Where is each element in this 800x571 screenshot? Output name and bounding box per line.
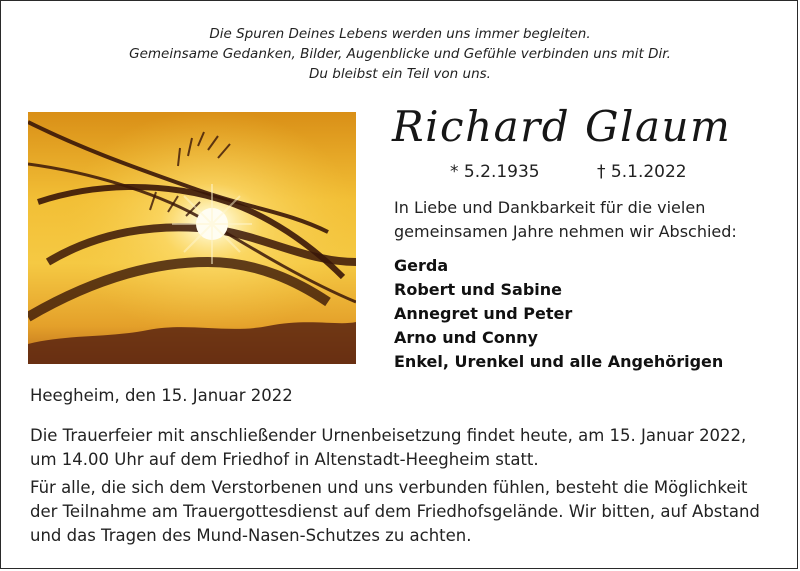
motto-line-2: Gemeinsame Gedanken, Bilder, Augenblicke und Gefühle verbinden uns mit Dir. <box>129 46 671 62</box>
mourner-entry: Gerda <box>394 256 449 275</box>
place-date: Heegheim, den 15. Januar 2022 <box>30 386 293 405</box>
farewell-intro-line-1: In Liebe und Dankbarkeit für die vielen <box>394 198 706 217</box>
mourner-entry: Enkel, Urenkel und alle Angehörigen <box>394 352 724 371</box>
notice-line-1: Für alle, die sich dem Verstorbenen und uns verbunden fühlen, besteht die Möglichkeit <box>30 478 748 497</box>
notice-line-2: der Teilnahme am Trauergottesdienst auf dem Friedhofsgelände. Wir bitten, auf Abstand <box>30 502 760 521</box>
mourner-entry: Robert und Sabine <box>394 280 563 299</box>
attendance-notice <box>30 476 760 548</box>
death-date: † 5.1.2022 <box>597 162 687 182</box>
ceremony-line-2: um 14.00 Uhr auf dem Friedhof in Altenstadt-Heegheim statt. <box>30 450 539 469</box>
motto-line-1: Die Spuren Deines Lebens werden uns immer begleiten. <box>209 26 591 42</box>
motto <box>0 24 800 84</box>
notice-line-3: und das Tragen des Mund-Nasen-Schutzes zu achten. <box>30 526 472 545</box>
ceremony-info <box>30 424 746 472</box>
mourner-entry: Annegret und Peter <box>394 304 573 323</box>
motto-line-3: Du bleibst ein Teil von uns. <box>309 66 491 82</box>
deceased-name: Richard Glaum <box>392 102 732 151</box>
mourner-entry: Arno und Conny <box>394 328 538 347</box>
wheat-sunset-image <box>28 112 356 364</box>
ceremony-line-1: Die Trauerfeier mit anschließender Urnenbeisetzung findet heute, am 15. Januar 2022, <box>30 426 747 445</box>
birth-date: * 5.2.1935 <box>450 162 540 182</box>
farewell-intro <box>394 196 737 244</box>
mourners-list <box>394 254 723 374</box>
wheat-sunset-photo <box>28 112 356 364</box>
farewell-intro-line-2: gemeinsamen Jahre nehmen wir Abschied: <box>394 222 737 241</box>
